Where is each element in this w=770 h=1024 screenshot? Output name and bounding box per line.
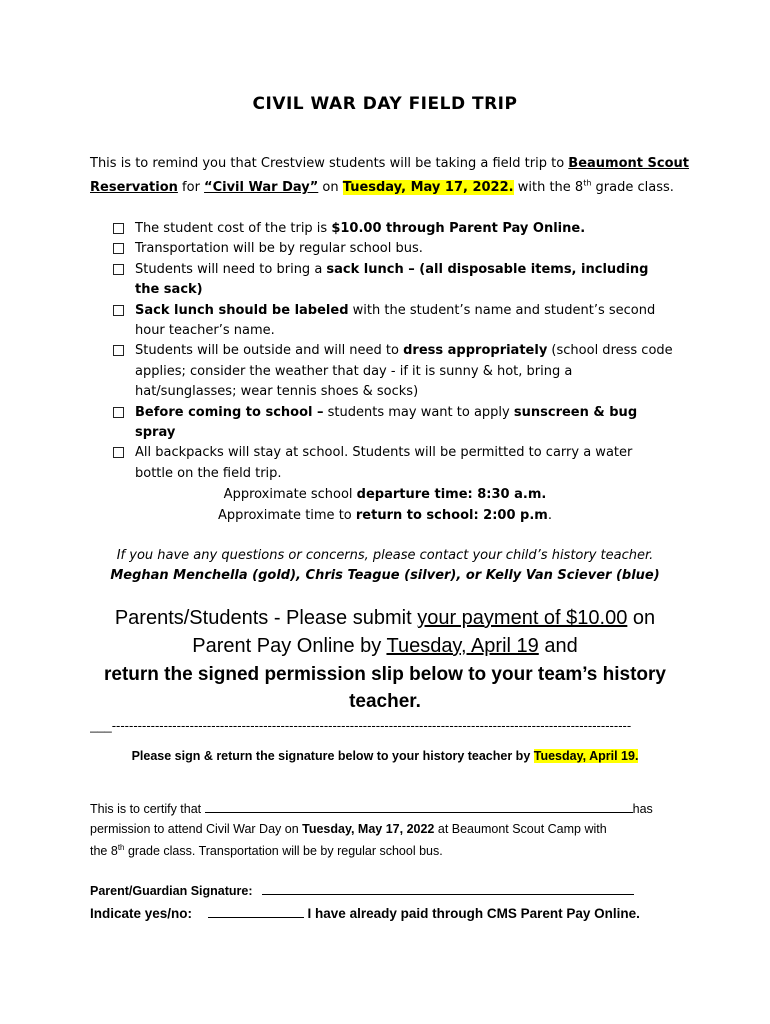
intro-text: with the 8	[513, 180, 584, 195]
certify-line-1: This is to certify that has	[90, 802, 653, 816]
sign-date: Tuesday, April 19.	[533, 749, 639, 763]
intro-text: for	[177, 180, 205, 195]
intro-text: grade class.	[591, 180, 674, 195]
certify-line-3: the 8th grade class. Transportation will be by regular school bus.	[90, 842, 443, 858]
return-time: Approximate time to return to school: 2:00 p.m.	[218, 508, 552, 523]
checkbox[interactable]	[113, 243, 124, 254]
list-item: Transportation will be by regular school bus.	[113, 239, 673, 259]
list-item: Before coming to school – students may want to apply sunscreen & bug spray	[113, 403, 673, 444]
checkbox[interactable]	[113, 447, 124, 458]
list-item: Students will be outside and will need to dress appropriately (school dress code applies; consider the weather that day - if it is sunny & hot, bring a hat/sunglasses; wear tennis shoes & socks)	[113, 341, 673, 402]
cut-line: ___------------------------------------------------------------------------------------------------------------------------	[90, 718, 632, 733]
checkbox[interactable]	[113, 407, 124, 418]
list-item: The student cost of the trip is $10.00 through Parent Pay Online.	[113, 219, 673, 239]
guardian-signature-row: Parent/Guardian Signature:	[90, 882, 690, 898]
intro-text: This is to remind you that Crestview students will be taking a field trip to	[90, 156, 569, 171]
page-title: CIVIL WAR DAY FIELD TRIP	[252, 94, 518, 114]
submit-line-1: Parents/Students - Please submit your payment of $10.00 on	[114, 607, 656, 629]
yes-no-row: Indicate yes/no: I have already paid through CMS Parent Pay Online.	[90, 906, 640, 921]
event-name: “Civil War Day”	[204, 180, 319, 195]
student-name-field[interactable]	[205, 800, 633, 813]
questions-note: If you have any questions or concerns, please contact your child’s history teacher.	[116, 548, 654, 563]
list-item: All backpacks will stay at school. Students will be permitted to carry a water bottle on the field trip.	[113, 443, 673, 484]
return-slip-line-1: return the signed permission slip below to your team’s history	[103, 664, 666, 685]
checkbox[interactable]	[113, 223, 124, 234]
superscript: th	[583, 178, 592, 188]
certify-line-2: permission to attend Civil War Day on Tuesday, May 17, 2022 at Beaumont Scout Camp with	[90, 822, 607, 836]
return-slip-line-2: teacher.	[349, 691, 421, 712]
location: Beaumont Scout Reservation	[90, 156, 689, 195]
checklist	[113, 219, 673, 484]
submit-line-2: Parent Pay Online by Tuesday, April 19 and	[192, 635, 578, 657]
intro-paragraph	[90, 152, 690, 200]
teacher-names: Meghan Menchella (gold), Chris Teague (silver), or Kelly Van Sciever (blue)	[110, 568, 660, 583]
intro-text: on	[318, 180, 343, 195]
checkbox[interactable]	[113, 305, 124, 316]
list-item: Sack lunch should be labeled with the student’s name and student’s second hour teacher’s name.	[113, 301, 673, 342]
guardian-signature-field[interactable]	[262, 882, 634, 895]
checkbox[interactable]	[113, 264, 124, 275]
checkbox[interactable]	[113, 345, 124, 356]
trip-date: Tuesday, May 17, 2022.	[342, 180, 514, 195]
list-item: Students will need to bring a sack lunch – (all disposable items, including the sack)	[113, 260, 673, 301]
departure-time: Approximate school departure time: 8:30 a.m.	[223, 487, 547, 502]
sign-note: Please sign & return the signature below to your history teacher by Tuesday, April 19.	[131, 749, 639, 763]
yes-no-field[interactable]	[208, 905, 304, 918]
